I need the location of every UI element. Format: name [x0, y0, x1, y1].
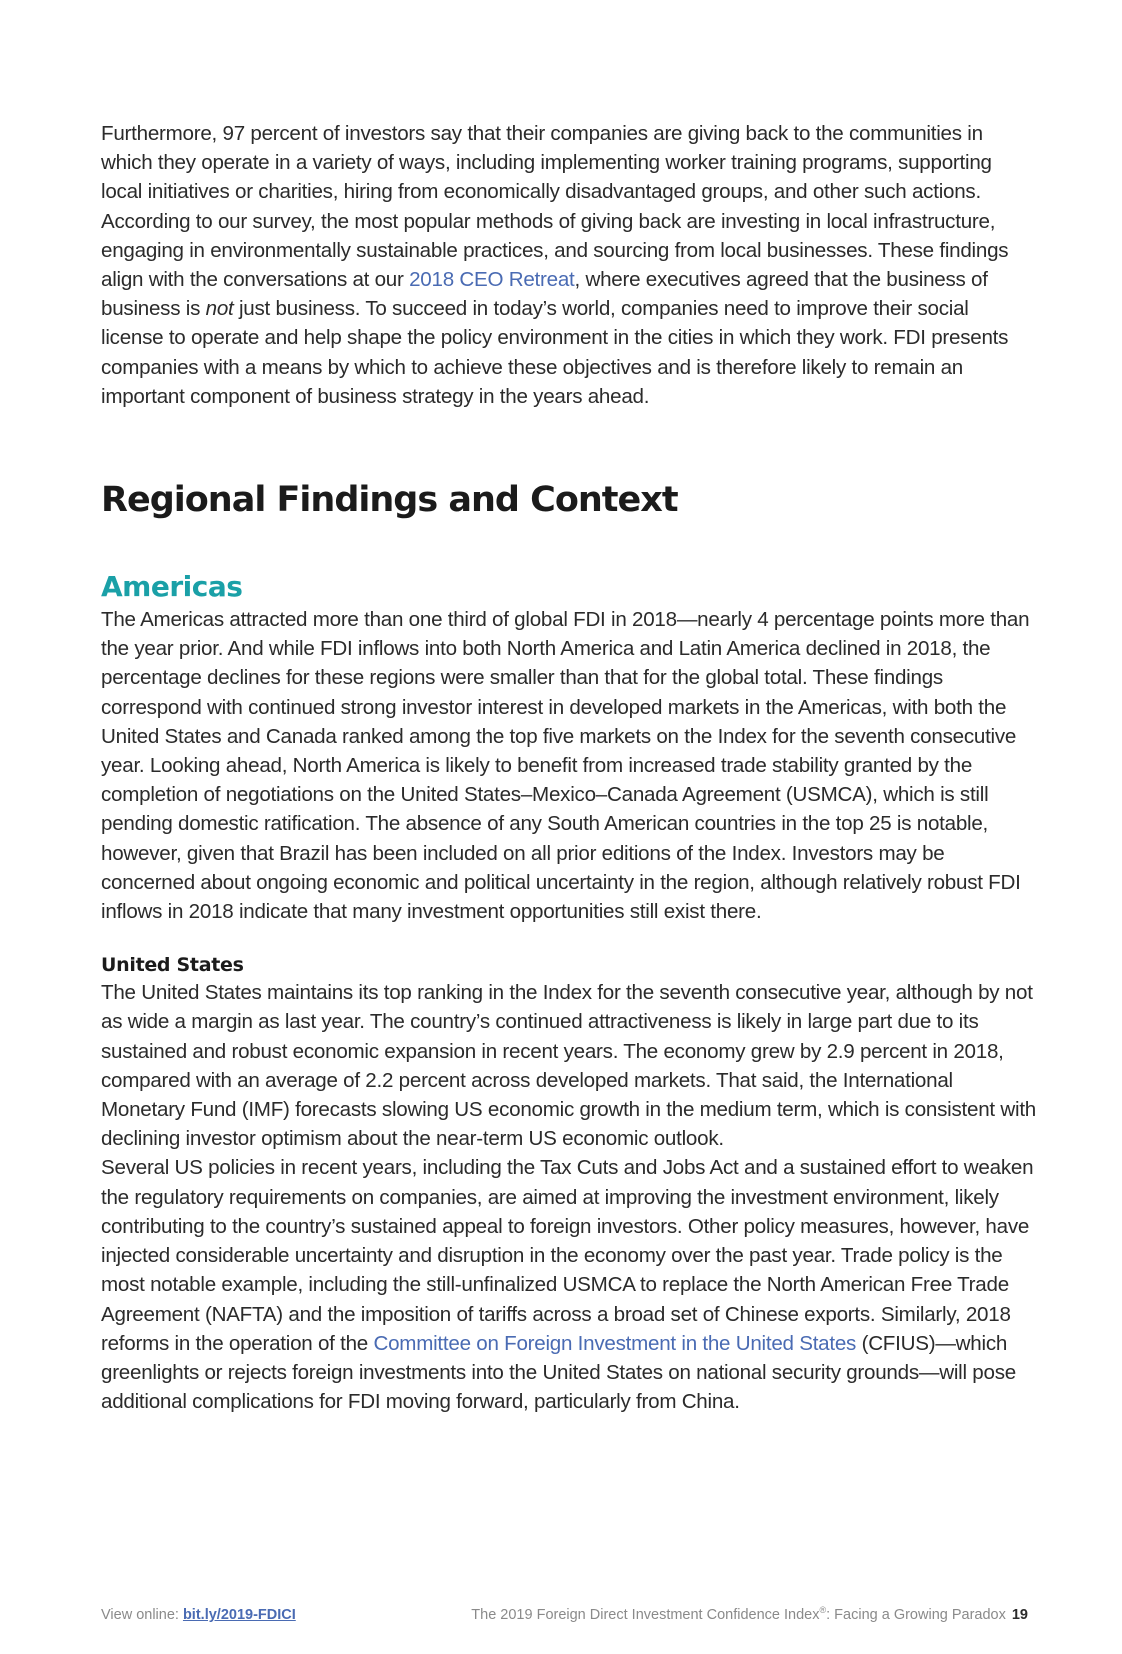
intro-text-end: just business. To succeed in today’s world, companies need to improve their social license to operate and help shape the policy environment in the cities in which they work. FDI presents companies with a means by which to achieve these objectives and is therefore likely to remain an important component of business strategy in the years ahead.	[101, 297, 1009, 408]
us-paragraph-2-start: Several US policies in recent years, including the Tax Cuts and Jobs Act and a sustained effort to weaken the regulatory requirements on companies, are aimed at improving the investment environment, likely contributing to the country’s sustained appeal to foreign investors. Other policy measures, however, have injected considerable uncertainty and disruption in the economy over the past year. Trade policy is the most notable example, including the still-unfinalized USMCA to replace the North American Free Trade Agreement (NAFTA) and the imposition of tariffs across a broad set of Chinese exports. Similarly, 2018 reforms in the operation of the	[101, 1156, 1034, 1355]
americas-paragraph: The Americas attracted more than one third of global FDI in 2018—nearly 4 percentage points more than the year prior. And while FDI inflows into both North America and Latin America declined in 2018, the percentage declines for these regions were smaller than that for the global total. These findings correspond with continued strong investor interest in developed markets in the Americas, with both the United States and Canada ranked among the top five markets on the Index for the seventh consecutive year. Looking ahead, North America is likely to benefit from increased trade stability granted by the completion of negotiations on the United States–Mexico–Canada Agreement (USMCA), which is still pending domestic ratification. The absence of any South American countries in the top 25 is notable, however, given that Brazil has been included on all prior editions of the Index. Investors may be concerned about ongoing economic and political uncertainty in the region, although relatively robust FDI inflows in 2018 indicate that many investment opportunities still exist there.	[101, 608, 1030, 924]
united-states-paragraph-2	[101, 1153, 1036, 1416]
ceo-retreat-link[interactable]: 2018 CEO Retreat	[409, 268, 575, 292]
united-states-heading: United States	[101, 954, 244, 977]
cfius-link[interactable]: Committee on Foreign Investment in the United States	[373, 1331, 857, 1355]
view-online-label: View online:	[101, 1607, 183, 1623]
report-title-prefix: The 2019 Foreign Direct Investment Confidence Index	[471, 1607, 820, 1623]
view-online-link[interactable]: bit.ly/2019-FDICI	[182, 1607, 296, 1623]
page-footer	[101, 1604, 1028, 1626]
page-content	[101, 119, 1036, 1416]
intro-paragraph	[101, 119, 1036, 411]
footer-view-online	[101, 1604, 296, 1626]
intro-text-middle: , where executives agreed that the business of business is	[101, 268, 988, 321]
registered-mark: ®	[819, 1605, 827, 1616]
footer-report-title	[471, 1604, 1028, 1626]
united-states-paragraph-1: The United States maintains its top ranking in the Index for the seventh consecutive year, although by not as wide a margin as last year. The country’s continued attractiveness is likely in large part due to its sustained and robust economic expansion in recent years. The economy grew by 2.9 percent in 2018, compared with an average of 2.2 percent across developed markets. That said, the International Monetary Fund (IMF) forecasts slowing US economic growth in the medium term, which is consistent with declining investor optimism about the near-term US economic outlook.	[101, 981, 1036, 1151]
intro-text-start: Furthermore, 97 percent of investors say that their companies are giving back to the communities in which they operate in a variety of ways, including implementing worker training programs, supporting local initiatives or charities, hiring from economically disadvantaged groups, and other such actions. According to our survey, the most popular methods of giving back are investing in local infrastructure, engaging in environmentally sustainable practices, and sourcing from local businesses. These findings align with the conversations at our	[101, 122, 1009, 292]
us-paragraph-2-end: (CFIUS)—which greenlights or rejects foreign investments into the United States on national security grounds—will pose additional complications for FDI moving forward, particularly from China.	[101, 1331, 1016, 1414]
report-title-suffix: : Facing a Growing Paradox	[826, 1607, 1006, 1623]
page-number: 19	[1011, 1607, 1028, 1623]
section-title: Regional Findings and Context	[101, 480, 678, 521]
intro-emphasis: not	[205, 297, 234, 321]
americas-heading: Americas	[101, 570, 243, 604]
